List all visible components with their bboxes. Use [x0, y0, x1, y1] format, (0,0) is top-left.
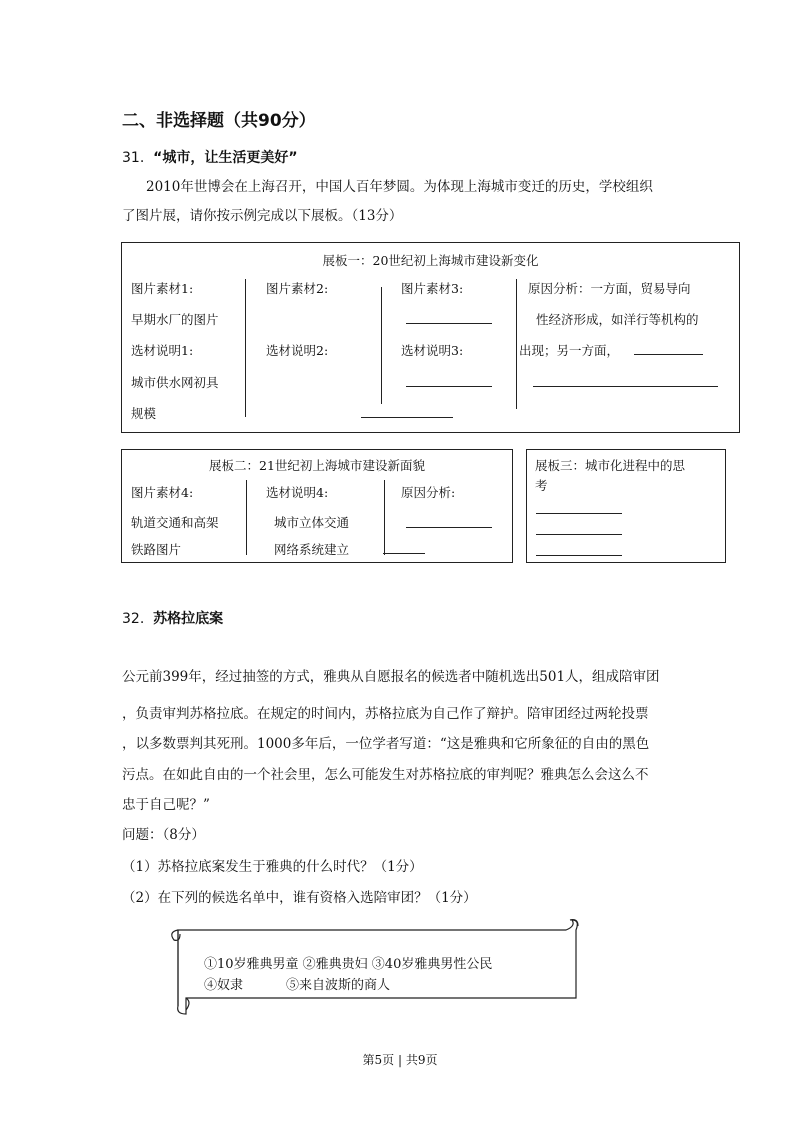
board-one	[121, 242, 740, 433]
q32-paragraph-line: 公元前399年，经过抽签的方式，雅典从自愿报名的候选者中随机选出501人，组成陪审团	[122, 669, 660, 685]
board-one-divider	[516, 279, 517, 409]
board-one-col2-line: 图片素材2:	[266, 281, 329, 296]
answer-blank[interactable]	[536, 534, 622, 535]
board-one-col4-line: 原因分析：一方面，贸易导向	[528, 281, 691, 296]
board-two-col2-line: 城市立体交通	[274, 515, 350, 530]
q31-intro-line1: 2010年世博会在上海召开，中国人百年梦圆。为体现上海城市变迁的历史，学校组织	[146, 179, 653, 195]
q31-intro-line2: 了图片展，请你按示例完成以下展板。（13分）	[122, 208, 403, 224]
q31-heading	[122, 147, 298, 167]
q32-paragraph-line: 污点。在如此自由的一个社会里，怎么可能发生对苏格拉底的审判呢？雅典怎么会这么不	[122, 767, 649, 783]
board-one-col4-line: 出现；另一方面，	[519, 343, 620, 358]
board-one-divider	[245, 279, 246, 417]
answer-blank[interactable]	[634, 354, 703, 355]
answer-blank[interactable]	[406, 323, 492, 324]
answer-blank[interactable]	[536, 555, 622, 556]
board-three-title: 考	[535, 478, 548, 493]
board-one-col1-line: 规模	[131, 406, 157, 421]
answer-blank[interactable]	[383, 553, 425, 554]
answer-blank[interactable]	[533, 386, 718, 387]
q32-sub-question-2: （2）在下列的候选名单中，谁有资格入选陪审团？（1分）	[122, 890, 477, 906]
board-two-divider	[384, 480, 385, 555]
scroll-options-line2a: ④奴隶	[204, 978, 244, 993]
board-three-title: 展板三：城市化进程中的思	[535, 458, 686, 473]
q32-heading	[122, 608, 223, 628]
board-one-col1-line: 图片素材1:	[131, 281, 194, 296]
board-two-col3-line: 原因分析:	[401, 485, 456, 500]
q32-question-label: 问题：（8分）	[122, 827, 205, 843]
board-one-col4-line: 性经济形成，如洋行等机构的	[536, 312, 699, 327]
board-two-col2-line: 网络系统建立	[274, 542, 350, 557]
q31-title: “城市，让生活更美好”	[153, 150, 298, 166]
page-footer: 第5页 | 共9页	[362, 1053, 438, 1067]
q32-number: 32.	[122, 611, 145, 627]
scroll-options-line1: ①10岁雅典男童 ②雅典贵妇 ③40岁雅典男性公民	[204, 957, 493, 972]
board-one-title: 展板一：20世纪初上海城市建设新变化	[322, 253, 539, 268]
board-two-divider	[246, 480, 247, 555]
board-one-col3-line: 图片素材3:	[401, 281, 464, 296]
board-two-col1-line: 铁路图片	[131, 542, 182, 557]
answer-blank[interactable]	[361, 417, 453, 418]
board-one-col1-line: 选材说明1:	[131, 343, 194, 358]
q32-paragraph-line: ，以多数票判其死刑。1000多年后，一位学者写道：“这是雅典和它所象征的自由的黑色	[122, 736, 650, 752]
q31-number: 31.	[122, 150, 145, 166]
board-one-divider	[381, 287, 382, 404]
board-one-col2-line: 选材说明2:	[266, 343, 329, 358]
scroll-options-line2b: ⑤来自波斯的商人	[286, 978, 391, 993]
board-two-col1-line: 图片素材4:	[131, 485, 194, 500]
q32-title: 苏格拉底案	[153, 611, 224, 627]
section-title: 二、非选择题（共90分）	[122, 111, 316, 131]
board-one-col1-line: 早期水厂的图片	[131, 312, 219, 327]
answer-blank[interactable]	[536, 513, 622, 514]
board-one-col3-line: 选材说明3:	[401, 343, 464, 358]
q32-paragraph-line: ，负责审判苏格拉底。在规定的时间内，苏格拉底为自己作了辩护。陪审团经过两轮投票	[122, 706, 649, 722]
board-two-col2-line: 选材说明4:	[266, 485, 329, 500]
q32-paragraph-line: 忠于自己呢？”	[122, 797, 210, 813]
answer-blank[interactable]	[406, 527, 492, 528]
q32-sub-question-1: （1）苏格拉底案发生于雅典的什么时代？（1分）	[122, 859, 423, 875]
answer-blank[interactable]	[406, 386, 492, 387]
board-two-title: 展板二：21世纪初上海城市建设新面貌	[209, 458, 425, 473]
board-one-col1-line: 城市供水网初具	[131, 375, 219, 390]
board-two-col1-line: 轨道交通和高架	[131, 515, 219, 530]
